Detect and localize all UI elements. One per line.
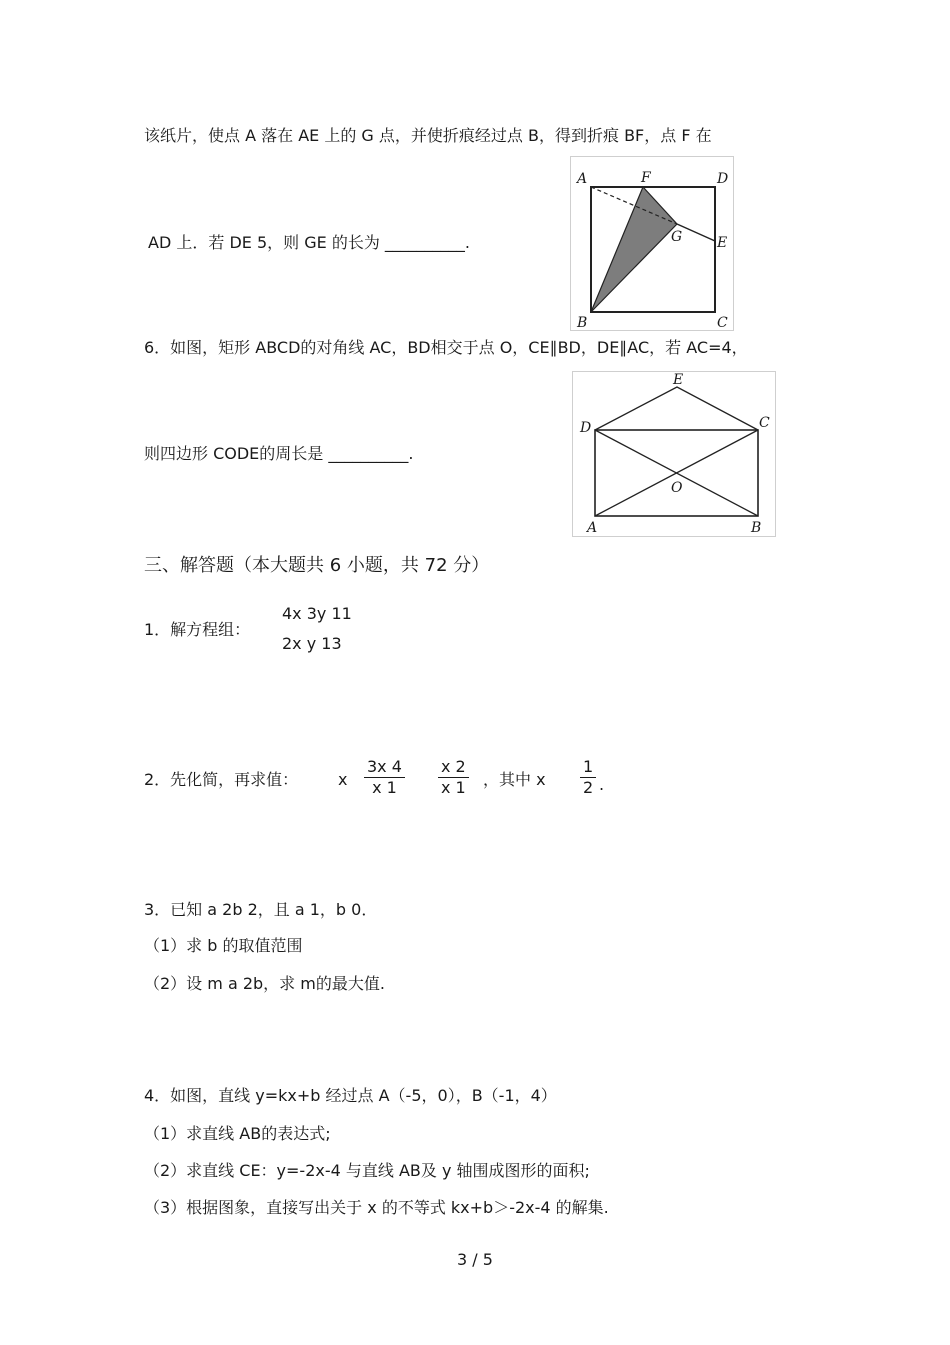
p2-fraction-1-denominator: x 1 [372,778,397,797]
p2-fraction-3-numerator: 1 [583,757,594,776]
q5-text-line2: AD 上．若 DE 5，则 GE 的长为 __________. [148,233,470,252]
rectangle-diagonals-diagram [573,372,775,536]
p2-period: . [599,775,605,794]
p2-label: 2．先化简，再求值： [144,770,299,789]
p4-subquestion-2: （2）求直线 CE：y=-2x-4 与直线 AB及 y 轴围成图形的面积; [144,1161,590,1180]
p3-subquestion-2: （2）设 m a 2b，求 m的最大值. [144,974,385,993]
q6-text-line1: 6．如图，矩形 ABCD的对角线 AC，BD相交于点 O，CE∥BD，DE∥AC，若 AC=4， [144,338,748,357]
folded-rectangle-diagram [571,157,733,330]
label-d: D [717,171,729,187]
label-d: D [580,420,592,436]
folded-triangle-bfg [591,187,677,312]
q5-text-line1: 该纸片，使点 A 落在 AE 上的 G 点，并使折痕经过点 B，得到折痕 BF，点 F 在 [144,126,712,145]
label-c: C [717,315,728,330]
label-a: A [587,520,598,536]
label-e: E [717,235,728,251]
p3-subquestion-1: （1）求 b 的取值范围 [144,936,303,955]
p2-fraction-3-denominator: 2 [583,778,594,797]
p2-fraction-2-numerator: x 2 [441,757,466,776]
p1-label: 1．解方程组： [144,620,251,639]
p2-fraction-2 [438,757,469,798]
p1-equation-1: 4x 3y 11 [282,604,352,623]
segment-ge [677,224,715,241]
p2-x: x [338,770,348,789]
q5-figure [570,156,734,331]
p1-equation-2: 2x y 13 [282,634,342,653]
label-e: E [673,372,684,388]
q6-text-line2: 则四边形 CODE的周长是 __________. [144,444,414,463]
page-number: 3 / 5 [457,1250,493,1269]
label-f: F [641,170,651,186]
p2-fraction-2-denominator: x 1 [441,778,466,797]
label-a: A [577,171,588,187]
p3-statement: 3．已知 a 2b 2，且 a 1，b 0． [144,900,378,919]
label-o: O [671,480,683,496]
p2-fraction-3 [580,757,596,798]
label-c: C [759,415,770,431]
section-title: 三、解答题（本大题共 6 小题，共 72 分） [144,555,490,576]
p4-subquestion-3: （3）根据图象，直接写出关于 x 的不等式 kx+b＞-2x-4 的解集. [144,1198,609,1217]
label-g: G [671,229,683,245]
p4-statement: 4．如图，直线 y=kx+b 经过点 A（-5，0），B（-1，4） [144,1086,557,1105]
p4-subquestion-1: （1）求直线 AB的表达式; [144,1124,331,1143]
q6-figure [572,371,776,537]
label-b: B [751,520,762,536]
p2-where-text: ，其中 x [483,770,546,789]
p2-fraction-1 [364,757,405,798]
segments-de-ce [595,387,758,430]
label-b: B [577,315,588,330]
p2-fraction-1-numerator: 3x 4 [367,757,402,776]
